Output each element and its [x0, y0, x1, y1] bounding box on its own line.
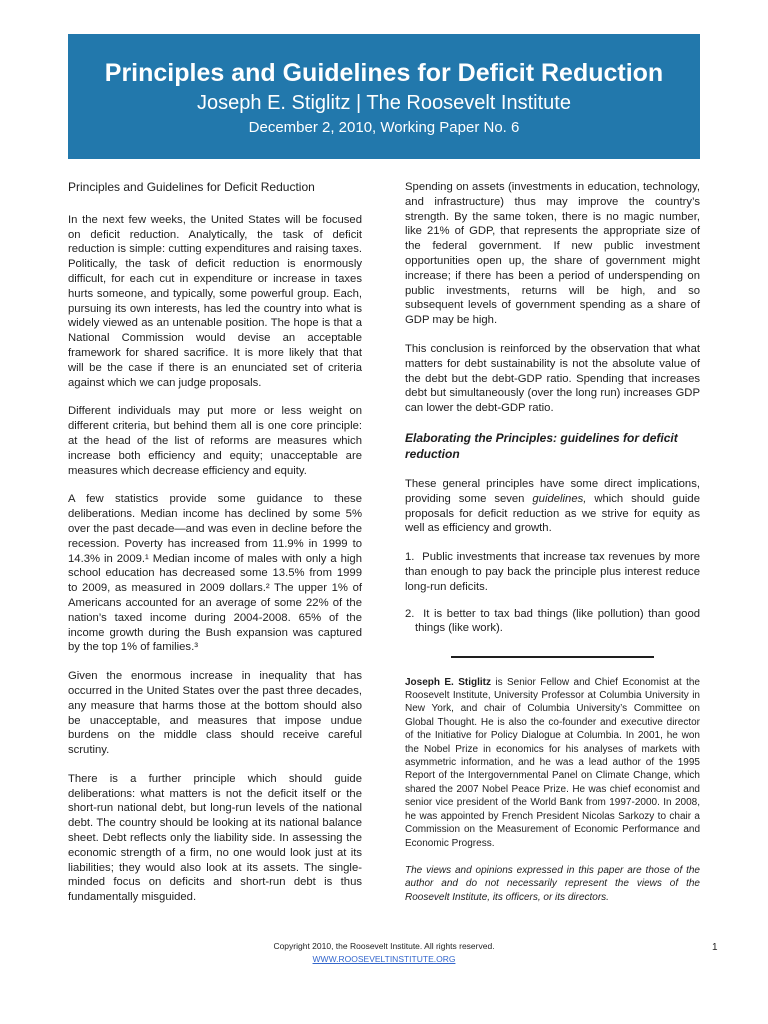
body-paragraph: In the next few weeks, the United States will be focused on deficit reduction. Analytically, the task of deficit reduction is simple: cutting expenditures and raising taxes. Politically, the task of deficit reduction is enormously difficult, for each cut in expenditure or increase in taxes hurts someone, and typically, some powerful group. Each, pursuing its own interests, has led the country into what is widely viewed as an untenable position. The hope is that a National Commission would devise an acceptable framework for shared sacrifice. It is more likely that that will be the case if there is an enunciated set of criteria against which we can judge proposals.: [68, 213, 362, 389]
body-paragraph: There is a further principle which should guide deliberations: what matters is not the deficit itself or the short-run national debt, but long-run levels of the national debt. The country should be looking at its national balance sheet. Debt reflects only the liability side. In assessing the economic strength of a firm, no one would look just at its liabilities; they would also look at its assets. The single-minded focus on deficits and short-run debt is thus fundamentally misguided.: [68, 772, 362, 904]
bio-name: Joseph E. Stiglitz: [405, 676, 491, 688]
guideline-number: 1.: [405, 551, 415, 564]
separator-rule: [451, 656, 654, 658]
date-line: December 2, 2010, Working Paper No. 6: [248, 119, 520, 136]
body-paragraph: Different individuals may put more or less weight on different criteria, but behind them all is one core principle: at the head of the list of reforms are measures which increase both efficiency and equity; unacceptable are measures which decrease efficiency and equity.: [68, 405, 362, 477]
body-paragraph: This conclusion is reinforced by the observation that what matters for debt sustainability is not the absolute value of the debt but the debt-GDP ratio. Spending that increases debt but simultaneously (over the long run) increases GDP can lower the debt-GDP ratio.: [405, 342, 700, 415]
author-bio: [405, 676, 700, 850]
guidelines-intro-start: These general principles have some direct implications, providing some seven: [405, 477, 700, 505]
website-link[interactable]: WWW.ROOSEVELTINSTITUTE.ORG: [312, 954, 456, 964]
guideline-item: [405, 550, 700, 594]
copyright-text: Copyright 2010, the Roosevelt Institute. All rights reserved.: [273, 941, 495, 951]
guidelines-intro-end: which should guide proposals for deficit reduction as we strive for equity as well as efficiency and growth.: [405, 492, 700, 535]
section-title: Principles and Guidelines for Deficit Reduction: [68, 180, 315, 194]
left-column: [68, 180, 362, 919]
right-column: [405, 180, 700, 918]
author-line: Joseph E. Stiglitz | The Roosevelt Institute: [197, 92, 571, 114]
guidelines-intro: [405, 477, 700, 536]
guidelines-word: guidelines,: [532, 492, 587, 505]
body-paragraph: A few statistics provide some guidance to these deliberations. Median income has declined by some 5% over the past decade—and was even in decline before the recession. Poverty has increased from 11.9% in 1999 to 14.3% in 2009.¹ Median income of males with only a high school education has decreased some 13.5% from 1999 to 2009, as measured in 2009 dollars.² The upper 1% of Americans accounted for an average of some 22% of the nation’s taxed income during 2004-2008. 65% of the income growth during the Bush expansion was captured by the top 1% of families.³: [68, 493, 362, 654]
guideline-item: [405, 607, 700, 637]
bio-text: is Senior Fellow and Chief Economist at the Roosevelt Institute, University Professor at Columbia University in New York, and chair of Columbia University’s Committee on Global Thought. He is also the co-founder and executive director of the Initiative for Policy Dialogue at Columbia. In 2001, he won the Nobel Prize in economics for his analyses of markets with asymmetric information, and he was a lead author of the 1995 Report of the Intergovernmental Panel on Climate Change, which shared the 2007 Nobel Peace Prize. He was chief economist and senior vice president of the World Bank from 1997-2000. In 2008, he was appointed by French President Nicolas Sarkozy to chair a Commission on the Measurement of Economic Performance and Economic Progress.: [405, 676, 700, 849]
body-paragraph: Given the enormous increase in inequality that has occurred in the United States over the past three decades, any measure that harms those at the bottom should also be unacceptable, and measures that impose undue burdens on the middle class should receive careful scrutiny.: [68, 670, 362, 757]
disclaimer: The views and opinions expressed in this paper are those of the author and do not necessarily represent the views of the Roosevelt Institute, its officers, or its directors.: [405, 864, 700, 903]
body-paragraph: Spending on assets (investments in education, technology, and infrastructure) thus may improve the country’s strength. By the same token, there is no magic number, like 21% of GDP, that represents the appropriate size of the federal government. If new public investment opportunities open up, the share of government might increase; if there has been a period of underspending on public investments, returns will be high, and so subsequent levels of government spending as a share of GDP may be high.: [405, 181, 700, 327]
guideline-number: 2.: [405, 607, 415, 620]
title-banner: [68, 34, 700, 159]
guideline-text: Public investments that increase tax revenues by more than enough to pay back the principle plus interest reduce long-run deficits.: [405, 551, 700, 593]
page-number: 1: [712, 942, 718, 953]
subheading: Elaborating the Principles: guidelines for deficit reduction: [405, 430, 678, 461]
paper-title: Principles and Guidelines for Deficit Reduction: [104, 59, 664, 87]
page-footer: [0, 940, 768, 966]
guideline-text: It is better to tax bad things (like pollution) than good things (like work).: [415, 607, 701, 635]
